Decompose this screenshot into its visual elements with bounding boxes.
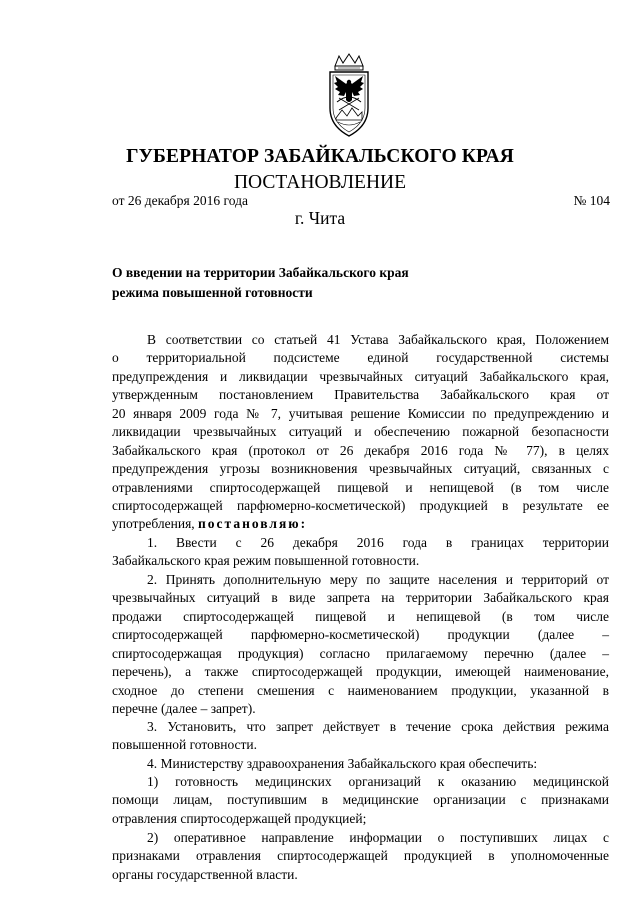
item-3-paragraph <box>112 718 609 755</box>
text-line: о территориальной подсистеме единой государственной системы <box>112 350 609 366</box>
text-line: продажи спиртосодержащей пищевой и непищевой (в том числе <box>112 608 609 624</box>
text-line: отравлениями спиртосодержащей пищевой и непищевой (в том числе <box>112 479 609 495</box>
text-line: перечень), а также спиртосодержащей продукции, имеющей наименование, <box>112 664 609 680</box>
text-line: Забайкальского края (протокол от 26 декабря 2016 года № 77), в целях <box>112 442 609 458</box>
item-4-2-paragraph <box>112 829 609 884</box>
text-line: помощи лицам, поступившим в медицинские организации с признаками <box>112 792 609 808</box>
text-line: Забайкальского края режим повышенной готовности. <box>112 553 420 569</box>
text-line: перечне (далее – запрет). <box>112 701 256 717</box>
text-line: 1. Ввести с 26 декабря 2016 года в границах территории <box>147 535 609 550</box>
text-line: В соответствии со статьей 41 Устава Забайкальского края, Положением <box>147 332 609 347</box>
decree-word: постановляю: <box>198 516 308 532</box>
text-line <box>112 515 609 533</box>
text-line: 2) оперативное направление информации о поступивших лицах с <box>147 830 609 845</box>
item-1-paragraph <box>112 534 609 571</box>
text-line: 2. Принять дополнительную меру по защите населения и территорий от <box>147 572 609 587</box>
text-line: повышенной готовности. <box>112 737 258 753</box>
text-line: предупреждения угрозы возникновения чрезвычайных ситуаций, связанных с <box>112 461 609 477</box>
text-line: предупреждения и ликвидации чрезвычайных ситуаций Забайкальского края, <box>112 368 609 384</box>
text-line: 20 января 2009 года № 7, учитывая решение Комиссии по предупреждению и <box>112 405 609 421</box>
text-fragment: употребления, <box>112 516 195 532</box>
item-4-1-paragraph <box>112 773 609 828</box>
text-line: признаками отравления спиртосодержащей продукцией в уполномоченные <box>112 848 609 864</box>
text-line: 4. Министерству здравоохранения Забайкальского края обеспечить: <box>147 756 538 771</box>
text-line: 3. Установить, что запрет действует в течение срока действия режима <box>147 719 609 734</box>
preamble-paragraph <box>112 331 609 534</box>
text-line: сходное до степени смешения с наименованием продукции, указанной в <box>112 682 609 698</box>
text-line: 1) готовность медицинских организаций к оказанию медицинской <box>147 774 609 789</box>
subject-line: режима повышенной готовности <box>112 285 313 300</box>
issuing-authority: ГУБЕРНАТОР ЗАБАЙКАЛЬСКОГО КРАЯ <box>126 146 514 167</box>
item-4-paragraph <box>112 755 609 773</box>
document-city: г. Чита <box>294 208 346 228</box>
text-line: отравления спиртосодержащей продукцией; <box>112 810 367 826</box>
text-line: спиртосодержащей парфюмерно-косметической) продукцией в результате ее <box>112 497 609 513</box>
subject-line: О введении на территории Забайкальского края <box>112 265 409 280</box>
text-line: утвержденным постановлением Правительства Забайкальского края от <box>112 387 609 403</box>
text-line: чрезвычайных ситуаций в виде запрета на территории Забайкальского края <box>112 590 609 606</box>
item-2-paragraph <box>112 571 609 719</box>
text-line: ликвидации чрезвычайных ситуаций и обеспечению пожарной безопасности <box>112 424 609 440</box>
text-line: спиртосодержащая продукция) согласно прилагаемому перечню (далее – <box>112 645 609 661</box>
document-date: от 26 декабря 2016 года <box>112 193 248 208</box>
zabaikalsky-coat-of-arms-icon <box>325 52 373 140</box>
document-type: ПОСТАНОВЛЕНИЕ <box>233 172 407 193</box>
text-line: спиртосодержащей парфюмерно-косметической) продукции (далее – <box>112 627 609 643</box>
text-line: органы государственной власти. <box>112 866 298 882</box>
document-number: № 104 <box>573 193 610 208</box>
document-subject <box>112 263 409 303</box>
